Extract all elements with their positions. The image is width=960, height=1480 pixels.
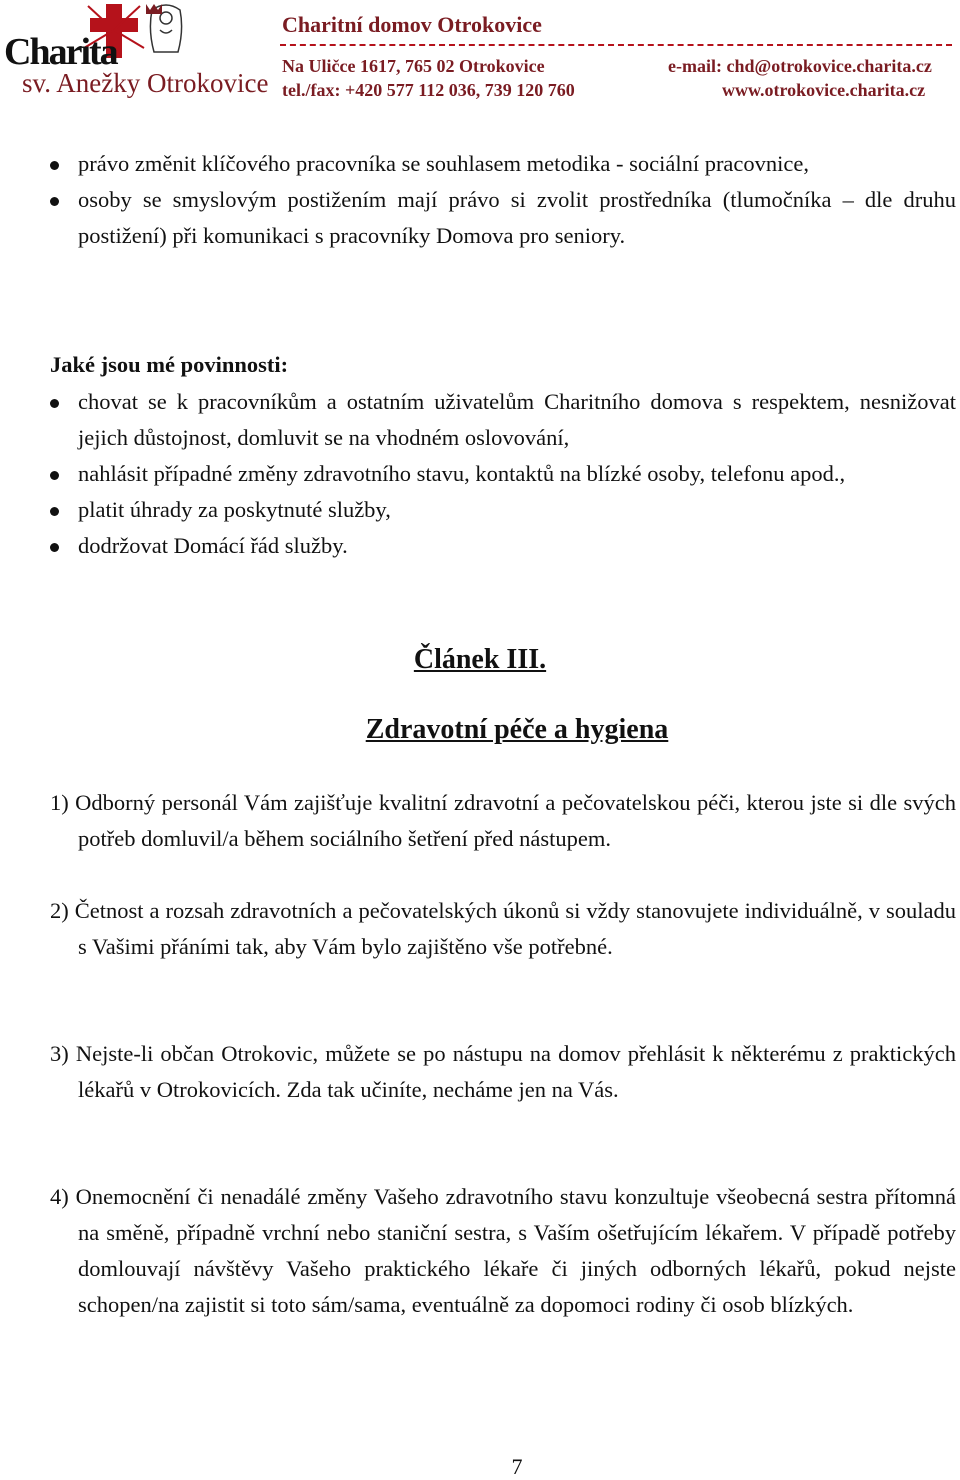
article-title: Zdravotní péče a hygiena [365, 714, 669, 745]
article-paragraph-2: 2) Četnost a rozsah zdravotních a pečovatelských úkonů si vždy stanovujete individuálně, v souladu s Vašimi přáními tak, aby Vám bylo zajištěno vše potřebné. [50, 898, 956, 959]
list-item [78, 456, 956, 492]
list-item [78, 146, 956, 182]
organization-name: Charitní domov Otrokovice [282, 12, 542, 37]
list-item-text: chovat se k pracovníkům a ostatním uživatelům Charitního domova s respektem, nesnižovat jejich důstojnost, domluvit se na vhodném oslovování, [78, 389, 956, 450]
list-item-text: platit úhrady za poskytnuté služby, [78, 497, 391, 522]
web-link[interactable]: www.otrokovice.charita.cz [722, 80, 926, 100]
charita-logo [0, 0, 269, 100]
header-divider [280, 44, 952, 46]
bullet-icon [50, 161, 59, 170]
logo-wordmark: Charita [4, 31, 117, 73]
article-paragraph-3: 3) Nejste-li občan Otrokovic, můžete se po nástupu na domov přehlásit k některému z praktických lékařů v Otrokovicích. Zda tak učiníte, necháme jen na Vás. [50, 1041, 956, 1102]
address: Na Uličce 1617, 765 02 Otrokovice [282, 56, 545, 76]
rights-list [0, 146, 960, 254]
list-item [78, 384, 956, 456]
phone: tel./fax: +420 577 112 036, 739 120 760 [282, 80, 575, 100]
article-number: Článek III. [413, 644, 547, 675]
list-item-text: dodržovat Domácí řád služby. [78, 533, 348, 558]
bullet-icon [50, 197, 59, 206]
bullet-icon [50, 471, 59, 480]
bullet-icon [50, 399, 59, 408]
article-paragraph-1: 1) Odborný personál Vám zajišťuje kvalitní zdravotní a pečovatelskou péči, kterou jste si dle svých potřeb domluvil/a během sociálního šetření před nástupem. [50, 790, 956, 851]
duties-list [0, 384, 960, 564]
bullet-icon [50, 543, 59, 552]
list-item [78, 492, 956, 528]
bullet-icon [50, 507, 59, 516]
email-link[interactable]: e-mail: chd@otrokovice.charita.cz [668, 56, 932, 76]
article-paragraph-4: 4) Onemocnění či nenadálé změny Vašeho zdravotního stavu konzultuje všeobecná sestra přítomná na směně, případně vrchní nebo staniční sestra, s Vaším ošetřujícím lékařem. V případě potřeby domlouvají návštěvy Vašeho praktického lékaře či jiných odborných lékařů, pokud nejste schopen/na zajistit si toto sám/sama, eventuálně za dopomoci rodiny či osob blízkých. [50, 1184, 956, 1317]
page-number: 7 [511, 1454, 523, 1479]
list-item-text: nahlásit případné změny zdravotního stavu, kontaktů na blízké osoby, telefonu apod., [78, 461, 846, 486]
list-item [78, 528, 956, 564]
duties-heading: Jaké jsou mé povinnosti: [50, 352, 289, 377]
letterhead [0, 0, 960, 110]
logo-subtitle: sv. Anežky Otrokovice [22, 68, 269, 98]
list-item [78, 182, 956, 254]
list-item-text: osoby se smyslovým postižením mají právo si zvolit prostředníka (tlumočníka – dle druhu postižení) při komunikaci s pracovníky Domova pro seniory. [78, 187, 956, 248]
list-item-text: právo změnit klíčového pracovníka se souhlasem metodika - sociální pracovnice, [78, 151, 810, 176]
